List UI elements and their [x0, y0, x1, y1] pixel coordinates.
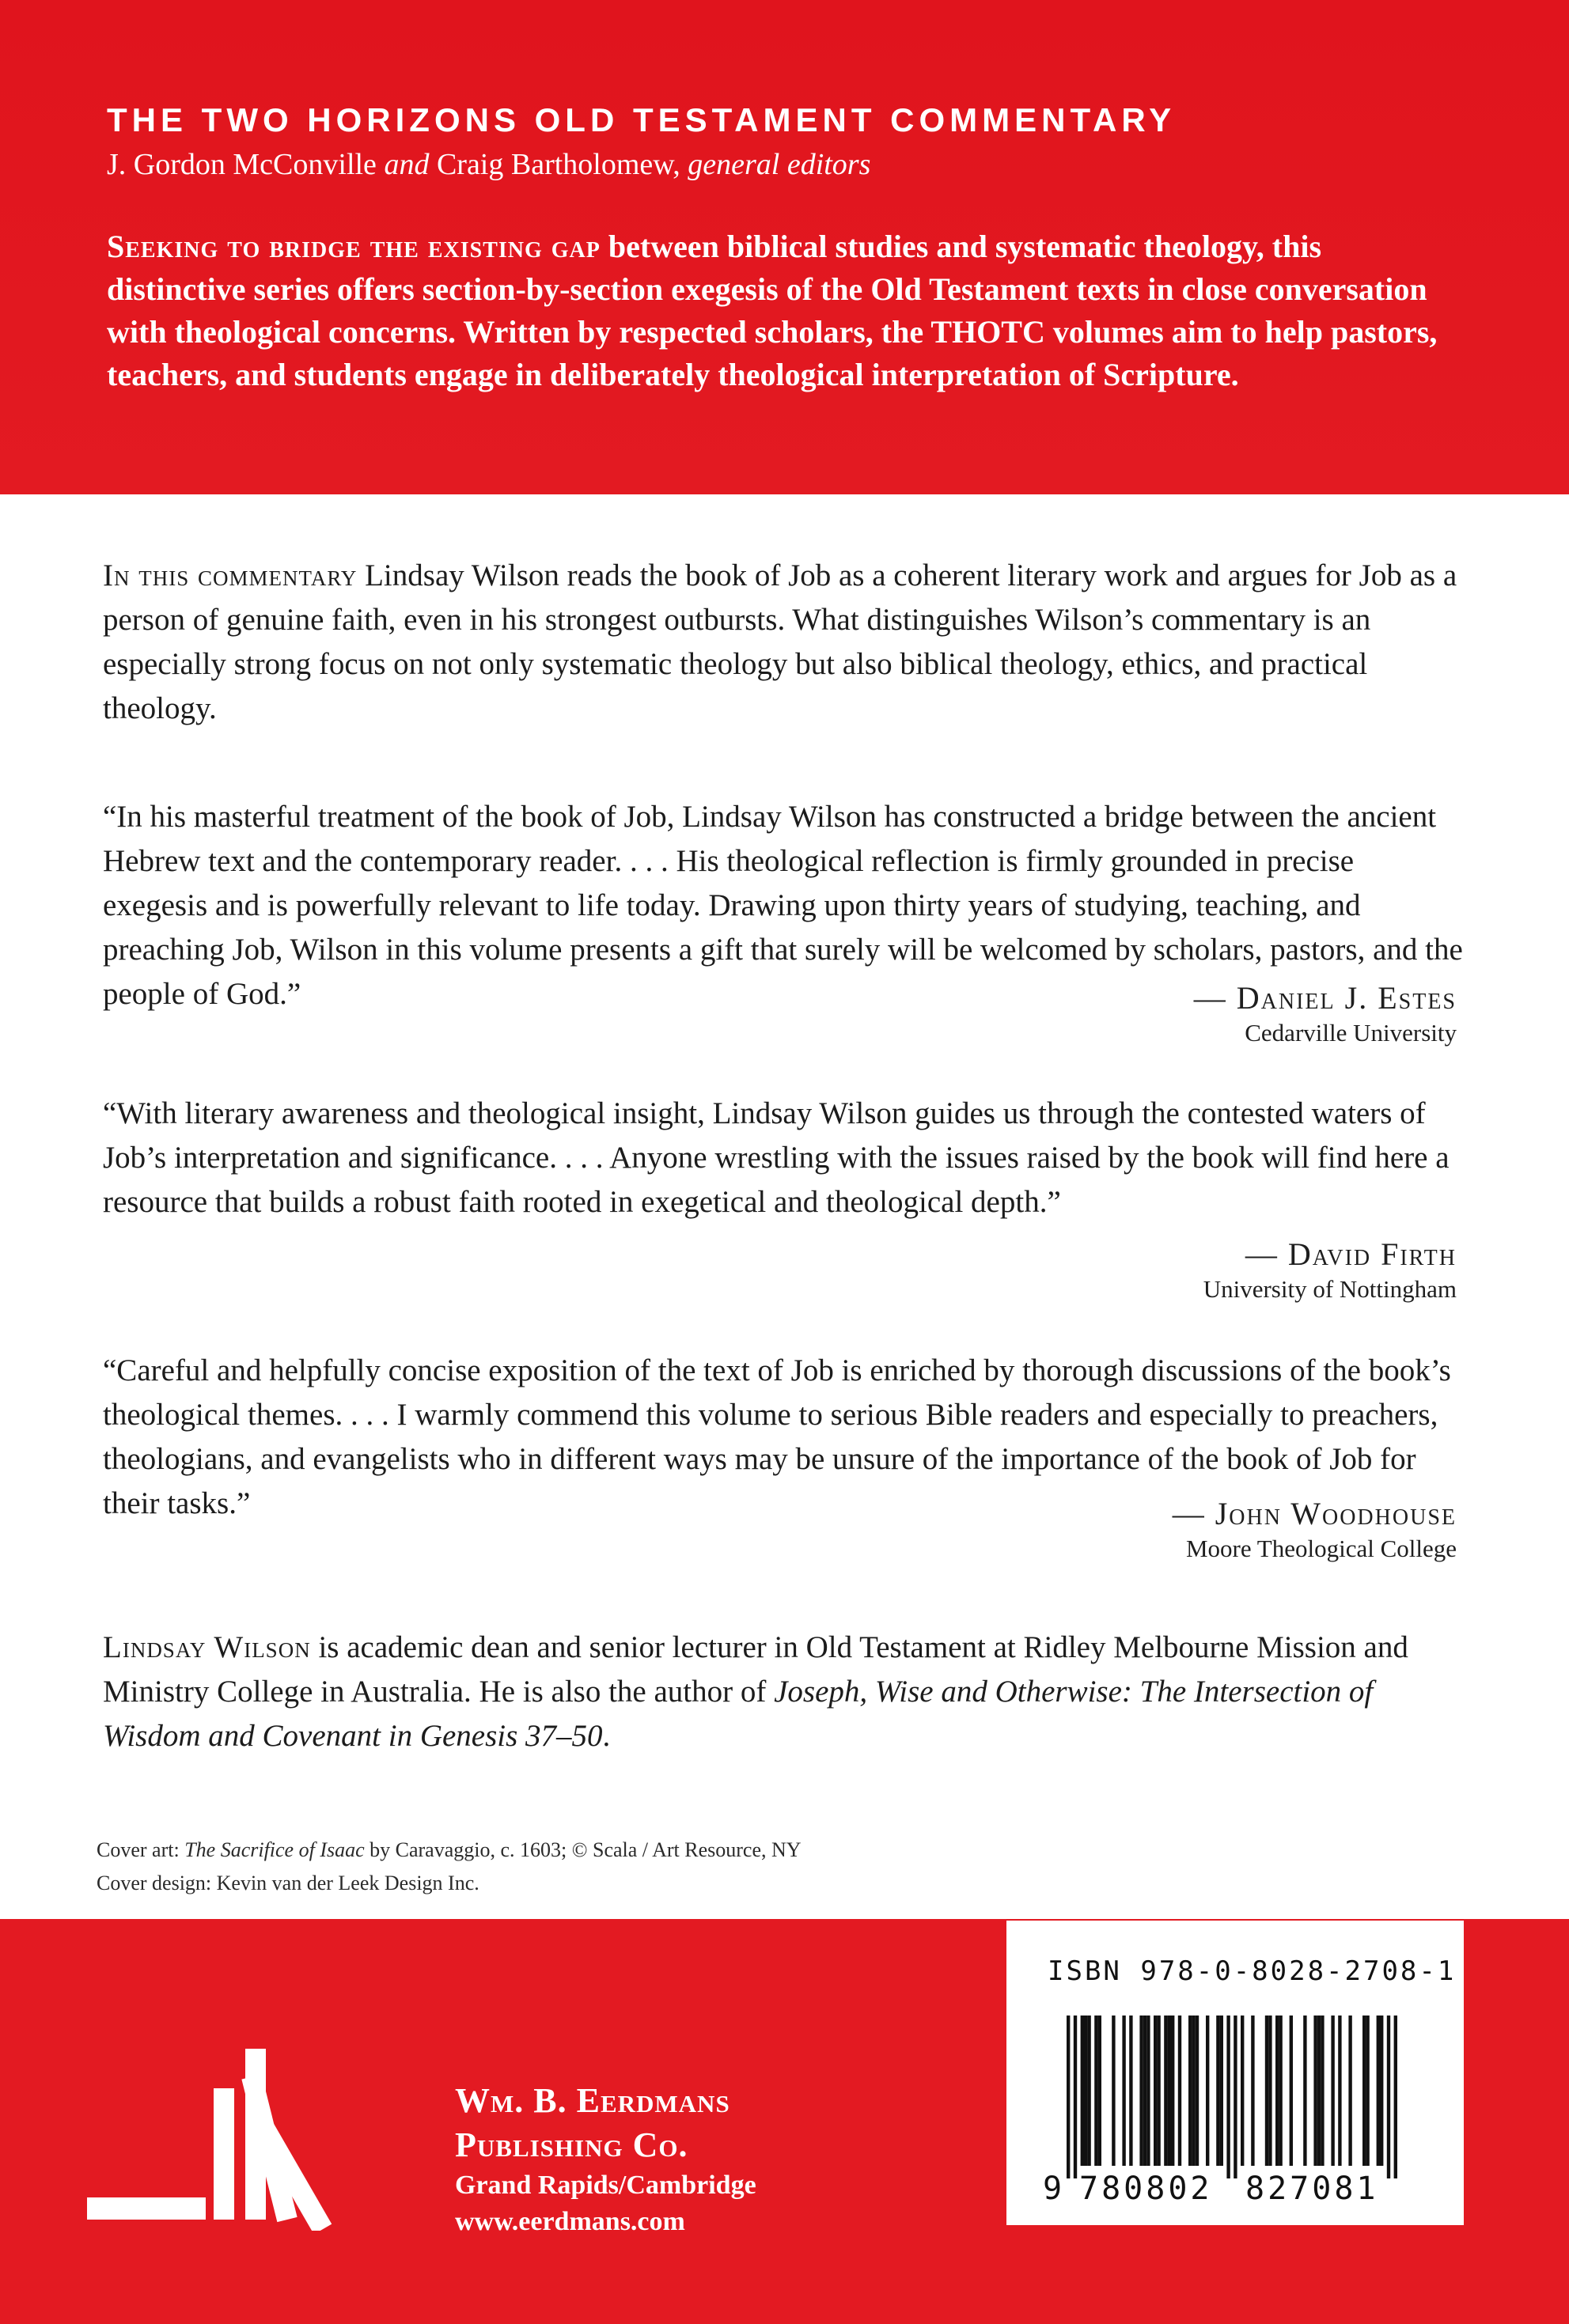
series-banner — [0, 0, 1569, 494]
publisher-info — [455, 2079, 756, 2240]
barcode-bar — [1074, 2016, 1077, 2178]
barcode-bar — [1154, 2016, 1157, 2166]
barcode-bar — [1387, 2016, 1390, 2178]
barcode-bar — [1192, 2016, 1195, 2166]
barcode-bar — [1331, 2016, 1334, 2166]
barcode-bar — [1220, 2016, 1223, 2166]
barcode-bar — [1338, 2016, 1341, 2166]
barcode-bar — [1226, 2016, 1230, 2178]
barcode-bar — [1171, 2016, 1174, 2166]
barcode-bars — [1067, 2016, 1397, 2178]
barcode-bar — [1216, 2016, 1219, 2166]
barcode-bar — [1317, 2016, 1321, 2166]
barcode-bar — [1303, 2016, 1306, 2166]
endorser-name-2: — David Firth — [1245, 1236, 1457, 1272]
barcode-bar — [1268, 2016, 1271, 2166]
series-description-text: between biblical studies and systematic theology, this distinctive series offers section-by-section exegesis of the Old Testament texts in close conversation with theological concerns. Written by respected scholars, the THOTC volumes aim to help pastors, teachers, and students engage in deliberately theological interpretation of Scripture. — [107, 229, 1438, 392]
endorsement-quote-2: “With literary awareness and theological insight, Lindsay Wilson guides us through the contested waters of Job’s interpretation and significance. . . . Anyone wrestling with the issues raised by the book will find here a resource that builds a robust faith rooted in exegetical and theological depth.” — [103, 1096, 1450, 1219]
barcode-bar — [1377, 2016, 1380, 2166]
series-editors — [107, 147, 870, 182]
barcode-bar — [1265, 2016, 1268, 2166]
cover-art-credit — [97, 1834, 802, 1867]
barcode-bar — [1394, 2016, 1397, 2178]
author-bio-end: . — [602, 1719, 611, 1753]
barcode-panel — [1006, 1921, 1464, 2225]
author-bio — [103, 1626, 1464, 1758]
barcode-bar — [1098, 2016, 1101, 2166]
barcode-bar — [1348, 2016, 1351, 2166]
series-title: THE TWO HORIZONS OLD TESTAMENT COMMENTARY — [107, 101, 1177, 138]
cover-credits — [97, 1834, 802, 1900]
endorser-name-3: — John Woodhouse — [1172, 1496, 1457, 1531]
barcode-bar — [1275, 2016, 1279, 2166]
barcode-bar — [1129, 2016, 1132, 2166]
barcode-bar — [1188, 2016, 1192, 2166]
endorsement-attribution-1 — [1194, 979, 1457, 1049]
publisher-location: Grand Rapids/Cambridge — [455, 2171, 756, 2200]
barcode-bar — [1251, 2016, 1254, 2166]
barcode-bar — [1206, 2016, 1209, 2166]
author-name: Lindsay Wilson — [103, 1630, 311, 1664]
barcode-bar — [1279, 2016, 1282, 2166]
barcode-bar — [1084, 2016, 1087, 2166]
endorsement-attribution-3 — [1173, 1495, 1457, 1565]
editor-names-2: Craig Bartholomew, — [429, 148, 688, 181]
barcode-bar — [1157, 2016, 1160, 2166]
barcode-bar — [1168, 2016, 1171, 2166]
barcode-bar — [1362, 2016, 1366, 2166]
eerdmans-books-logo-icon — [87, 2041, 435, 2231]
cover-art-prefix: Cover art: — [97, 1838, 185, 1861]
barcode-bar — [1366, 2016, 1369, 2166]
publisher-name: Wm. B. Eerdmans — [455, 2081, 730, 2120]
cover-art-rest: by Caravaggio, c. 1603; © Scala / Art Resource, NY — [364, 1838, 802, 1861]
editor-names-1: J. Gordon McConville — [107, 148, 385, 181]
barcode-bar — [1241, 2016, 1244, 2166]
barcode-bar — [1087, 2016, 1090, 2166]
series-description — [107, 225, 1452, 396]
barcode-bar — [1178, 2016, 1181, 2166]
isbn-number: ISBN 978-0-8028-2708-1 — [1048, 1955, 1457, 1987]
barcode-bar — [1290, 2016, 1293, 2166]
barcode-icon — [1038, 2016, 1434, 2205]
series-description-lead: Seeking to bridge the existing gap — [107, 229, 601, 264]
book-summary-text: Lindsay Wilson reads the book of Job as a coherent literary work and argues for Job as a person of genuine faith, even in his strongest outbursts. What distinguishes Wilson’s commentary is an especially strong focus on not only systematic theology but also biblical theology, ethics, and practical theology. — [103, 558, 1457, 725]
barcode-bar — [1139, 2016, 1143, 2166]
barcode-bar — [1067, 2016, 1070, 2178]
cover-art-title: The Sacrifice of Isaac — [184, 1838, 365, 1861]
barcode-bar — [1234, 2016, 1237, 2178]
author-bio-text: is academic dean and senior lecturer in Old Testament at Ridley Melbourne Mission and Ministry College in Australia. He is also the author of — [103, 1630, 1408, 1709]
barcode-bar — [1196, 2016, 1199, 2166]
publisher-company: Publishing Co. — [455, 2125, 688, 2164]
book-summary — [103, 554, 1464, 731]
publisher-website: www.eerdmans.com — [455, 2207, 685, 2236]
endorser-name-1: — Daniel J. Estes — [1193, 980, 1457, 1016]
barcode-first-digit: 9 — [1043, 2171, 1063, 2205]
barcode-bar — [1143, 2016, 1146, 2166]
barcode-digits-left: 780802 — [1079, 2171, 1213, 2205]
barcode-bar — [1122, 2016, 1125, 2166]
editor-and: and — [384, 148, 430, 181]
barcode-bar — [1112, 2016, 1115, 2166]
barcode-bar — [1321, 2016, 1324, 2166]
editor-role: general editors — [688, 148, 871, 181]
barcode-bar — [1164, 2016, 1167, 2166]
barcode-bar — [1313, 2016, 1317, 2166]
barcode-digits-right: 827081 — [1245, 2171, 1379, 2205]
endorser-institution-1: Cedarville University — [1245, 1019, 1457, 1047]
book-summary-lead: In this commentary — [103, 558, 358, 592]
endorser-institution-3: Moore Theological College — [1185, 1535, 1457, 1562]
barcode-bar — [1094, 2016, 1097, 2166]
endorsement-attribution-2 — [1203, 1236, 1457, 1305]
author-other-book: Joseph, Wise and Otherwise: The Intersection of Wisdom and Covenant in Genesis 37–50 — [103, 1675, 1374, 1753]
barcode-bar — [1380, 2016, 1383, 2166]
endorser-institution-2: University of Nottingham — [1203, 1275, 1457, 1303]
cover-design-credit: Cover design: Kevin van der Leek Design Inc. — [97, 1872, 479, 1894]
barcode-bar — [1146, 2016, 1150, 2166]
endorsement-quote-1: “In his masterful treatment of the book of Job, Lindsay Wilson has constructed a bridge between the ancient Hebrew text and the contemporary reader. . . . His theological reflection is firmly grounded in precise exegesis and is powerfully relevant to life today. Drawing upon thirty years of studying, teaching, and preaching Job, Wilson in this volume presents a gift that surely will be welcomed by scholars, pastors, and the people of God.” — [103, 800, 1463, 1011]
barcode-bar — [1081, 2016, 1084, 2166]
endorsement-quote-3: “Careful and helpfully concise exposition of the text of Job is enriched by thorough discussions of the book’s theological themes. . . . I warmly commend this volume to serious Bible readers and especially to preachers, theologians, and evangelists who in different ways may be unsure of the importance of the book of Job for their tasks.” — [103, 1353, 1451, 1520]
